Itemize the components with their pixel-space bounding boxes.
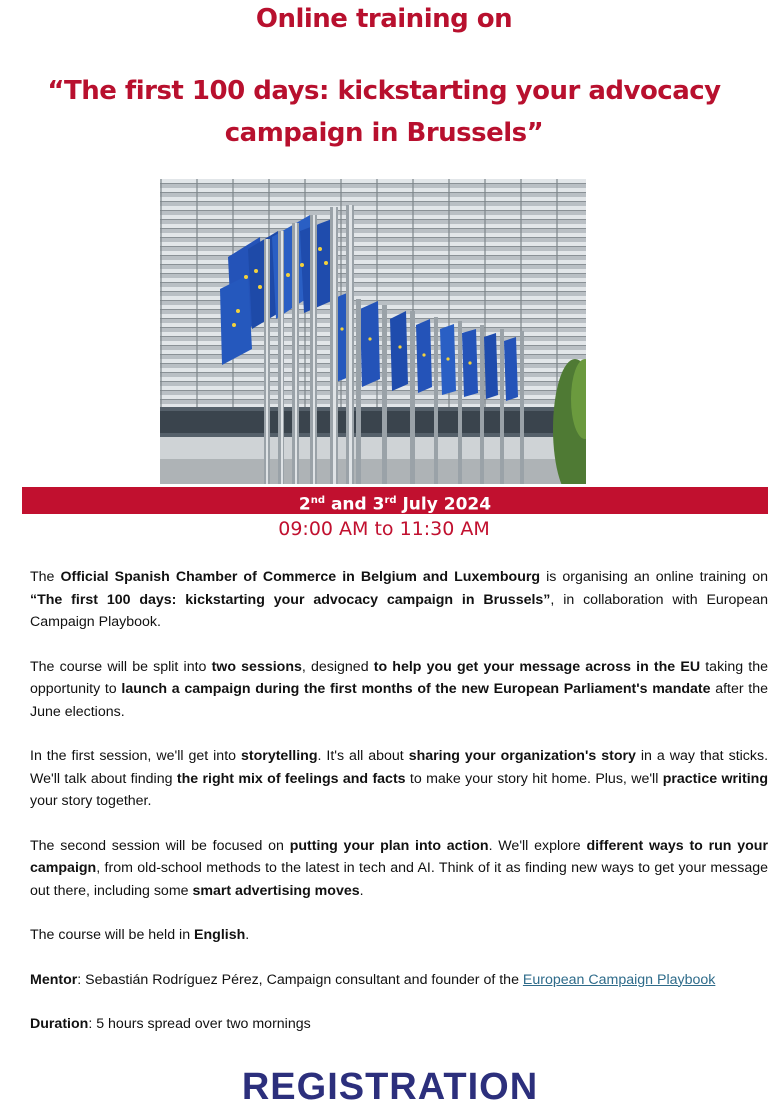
- duration-label: Duration: [30, 1016, 89, 1032]
- language-paragraph: [30, 924, 768, 947]
- duration-paragraph: [30, 1013, 768, 1036]
- title-line-1: Online training on: [255, 4, 513, 34]
- mentor-label: Mentor: [30, 971, 78, 988]
- title-main: [40, 70, 728, 154]
- session2-bold-2: different ways to run your campaign: [30, 837, 768, 876]
- date-day1: 2: [298, 494, 311, 515]
- date-and: and 3: [325, 494, 385, 515]
- language-bold: English: [194, 927, 246, 943]
- session1-text-4: to make your story hit home. Plus, we'll: [405, 770, 663, 787]
- session1-text-1: In the first session, we'll get into: [30, 748, 242, 764]
- sessions-bold-1: two sessions: [211, 658, 302, 675]
- session1-paragraph: [30, 745, 768, 813]
- title-line-2b: campaign in Brussels”: [224, 118, 544, 148]
- session1-text-3: in a way that sticks. We'll talk about finding: [30, 748, 768, 787]
- registration-heading[interactable]: REGISTRATION: [241, 1066, 539, 1108]
- session1-text-5: your story together.: [30, 793, 152, 809]
- title-line-2a: “The first 100 days: kickstarting your advocacy: [47, 76, 721, 106]
- language-text-1: The course will be held in: [30, 927, 195, 943]
- intro-org-name: Official Spanish Chamber of Commerce in Belgium and Luxembourg: [60, 569, 541, 585]
- date-month-year: July 2024: [396, 494, 492, 515]
- date-day2-suffix: rd: [384, 495, 397, 506]
- intro-text-2: is organising an online training on: [540, 569, 768, 585]
- intro-course-title: “The first 100 days: kickstarting your advocacy campaign in Brussels”: [30, 591, 551, 608]
- event-date-banner: [22, 487, 768, 514]
- session2-text-4: .: [359, 882, 364, 899]
- session2-paragraph: [30, 835, 768, 903]
- sessions-text-4: after the June elections.: [30, 681, 768, 720]
- session2-bold-3: smart advertising moves: [192, 882, 360, 899]
- sessions-text-1: The course will be split into: [30, 658, 212, 675]
- eu-flags-photo: [160, 179, 586, 484]
- language-text-2: .: [245, 927, 250, 943]
- mentor-text: : Sebastián Rodríguez Pérez, Campaign consultant and founder of the: [77, 971, 523, 988]
- event-time: 09:00 AM to 11:30 AM: [278, 518, 490, 540]
- session2-text-2: . We'll explore: [488, 837, 587, 854]
- session2-text-1: The second session will be focused on: [30, 837, 290, 854]
- intro-text-3: , in collaboration with European Campaign Playbook.: [30, 591, 768, 630]
- session1-bold-3: the right mix of feelings and facts: [176, 770, 406, 787]
- sessions-text-2: , designed: [301, 658, 374, 675]
- session1-bold-2: sharing your organization's story: [408, 748, 636, 764]
- session2-text-3: , from old-school methods to the latest in tech and AI. Think of it as finding new ways to get your message out there, including some: [30, 860, 768, 899]
- sessions-text-3: taking the opportunity to: [30, 658, 768, 697]
- session2-bold-1: putting your plan into action: [289, 837, 489, 854]
- duration-text: : 5 hours spread over two mornings: [88, 1016, 311, 1032]
- date-day1-suffix: nd: [310, 495, 326, 506]
- session1-bold-4: practice writing: [662, 770, 768, 787]
- session1-text-2: . It's all about: [317, 748, 409, 764]
- mentor-paragraph: [30, 969, 768, 992]
- session1-bold-1: storytelling: [241, 748, 318, 764]
- sessions-paragraph: [30, 656, 768, 724]
- european-campaign-playbook-link[interactable]: European Campaign Playbook: [522, 971, 716, 988]
- intro-paragraph: [30, 566, 768, 634]
- sessions-bold-2: to help you get your message across in the EU: [373, 658, 701, 675]
- intro-text-1: The: [30, 569, 61, 585]
- sessions-bold-3: launch a campaign during the first months of the new European Parliament's mandate: [121, 681, 711, 697]
- description-body: [30, 566, 768, 1036]
